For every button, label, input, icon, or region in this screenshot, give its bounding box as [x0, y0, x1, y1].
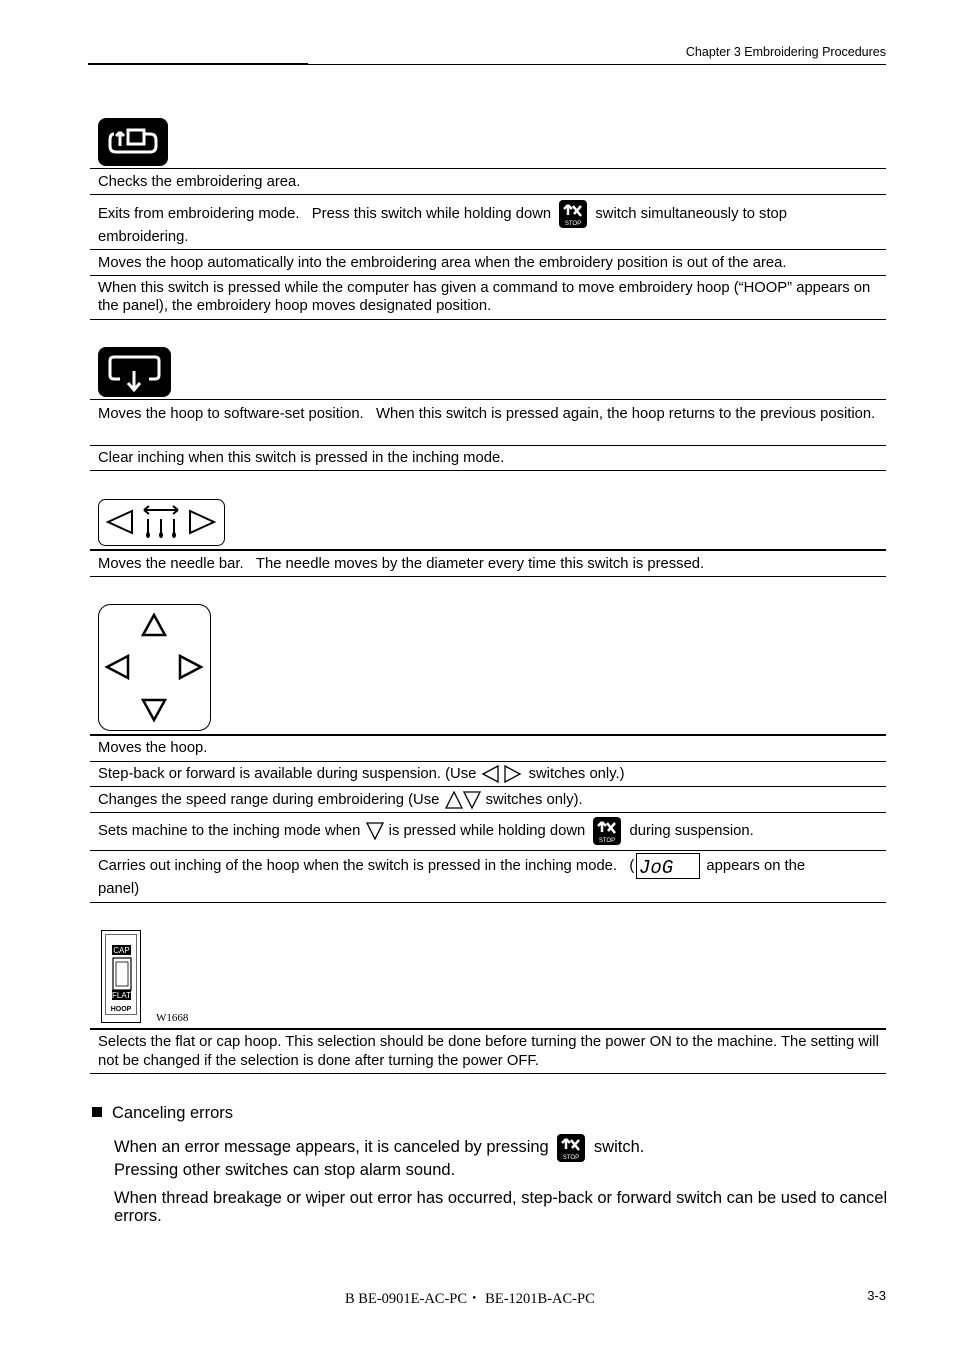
rule	[90, 445, 886, 446]
svg-text:JoG: JoG	[639, 857, 674, 879]
rule	[90, 761, 886, 762]
desc-carry-part3: panel)	[98, 881, 140, 897]
rule	[90, 850, 886, 851]
desc-clear-inching: Clear inching when this switch is pressed in the inching mode.	[98, 450, 505, 466]
desc-inching-part2: is pressed while holding down	[388, 823, 586, 839]
cap-flat-hoop-switch-icon	[101, 930, 141, 1028]
desc-hoop-command: When this switch is pressed while the computer has given a command to move embroidery hoop (“HOOP” appears on the panel), the embroidery hoop moves designated position.	[98, 280, 871, 314]
svg-text:STOP: STOP	[565, 221, 582, 227]
section-heading	[92, 1104, 233, 1123]
hoop-return-icon	[98, 347, 171, 402]
panel-display-jog	[636, 853, 700, 879]
rule	[90, 470, 886, 471]
desc-speed-part1: Changes the speed range during embroidering (Use	[98, 792, 440, 808]
svg-text:STOP: STOP	[599, 838, 616, 845]
desc-move-hoop: Moves the hoop.	[98, 740, 208, 756]
desc-exit-part2: switch simultaneously to stop	[595, 205, 788, 222]
rule	[90, 194, 886, 195]
svg-text:STOP: STOP	[563, 1154, 580, 1161]
arrow-keys-icon	[98, 604, 212, 737]
para-cancel-1a: When an error message appears, it is canceled by pressing	[114, 1138, 549, 1156]
rule	[90, 812, 886, 813]
para-cancel-1b: switch.	[593, 1138, 645, 1156]
figure-id: W1668	[156, 1012, 189, 1024]
desc-area-check: Checks the embroidering area.	[98, 174, 301, 190]
desc-step-back	[98, 765, 888, 783]
rule	[90, 399, 886, 400]
rule	[90, 1028, 886, 1030]
header-rule-accent	[88, 63, 308, 65]
desc-exit-part1: Exits from embroidering mode. Press this switch while holding down	[98, 205, 552, 222]
rule	[90, 549, 886, 551]
section-heading-text: Canceling errors	[112, 1104, 234, 1122]
hoop-area-check-icon	[98, 118, 168, 171]
desc-auto-move: Moves the hoop automatically into the embroidering area when the embroidery position is out of the area.	[98, 255, 787, 271]
bullet-square-icon	[92, 1107, 102, 1117]
rule	[90, 168, 886, 169]
para-cancel-3: When thread breakage or wiper out error has occurred, step-back or forward switch can be used to cancel errors.	[114, 1189, 888, 1225]
desc-inching-mode	[98, 816, 888, 846]
rule	[90, 734, 886, 736]
footer-model: B BE-0901E-AC-PC・ BE-1201B-AC-PC	[345, 1291, 595, 1307]
stop-switch-icon	[593, 817, 621, 845]
para-cancel-2: Pressing other switches can stop alarm sound.	[114, 1161, 456, 1179]
desc-step-back-part1: Step-back or forward is available during suspension. (Use	[98, 766, 477, 782]
rule	[90, 319, 886, 320]
stop-switch-icon	[559, 200, 587, 228]
needle-bar-icon	[98, 499, 226, 552]
desc-carry-part1: Carries out inching of the hoop when the switch is pressed in the inching mode. (	[98, 858, 635, 874]
svg-text:FLAT: FLAT	[112, 991, 131, 1000]
desc-speed-part2: switches only).	[485, 792, 583, 808]
rule	[90, 576, 886, 577]
desc-cap-flat: Selects the flat or cap hoop. This selection should be done before turning the power ON to the machine. The setting will not be changed if the selection is done after turning the power OFF.	[98, 1034, 879, 1069]
svg-text:CAP: CAP	[113, 946, 130, 955]
desc-inching-part1: Sets machine to the inching mode when	[98, 823, 361, 839]
footer-page-number: 3-3	[867, 1288, 886, 1303]
down-arrow-icon	[365, 822, 385, 840]
stop-switch-icon	[557, 1134, 585, 1162]
desc-step-back-part2: switches only.)	[528, 766, 625, 782]
desc-carry-part2: appears on the	[706, 858, 806, 874]
rule	[90, 902, 886, 903]
desc-inching-part3: during suspension.	[629, 823, 754, 839]
rule	[90, 1073, 886, 1074]
desc-needle-bar: Moves the needle bar. The needle moves by the diameter every time this switch is pressed.	[98, 556, 705, 572]
desc-exit-part3: embroidering.	[98, 229, 189, 245]
desc-exit-mode	[98, 200, 888, 228]
chapter-header: Chapter 3 Embroidering Procedures	[685, 45, 886, 59]
up-down-arrows-icon	[444, 791, 482, 809]
para-cancel-1	[114, 1132, 888, 1162]
rule	[90, 249, 886, 250]
rule	[90, 275, 886, 276]
desc-software-position: Moves the hoop to software-set position. When this switch is pressed again, the hoop returns to the previous position.	[98, 406, 876, 422]
desc-speed-range	[98, 791, 888, 809]
desc-carry-inching	[98, 853, 888, 879]
svg-text:HOOP: HOOP	[110, 1006, 132, 1013]
rule	[90, 786, 886, 787]
left-right-arrows-icon	[480, 765, 524, 783]
